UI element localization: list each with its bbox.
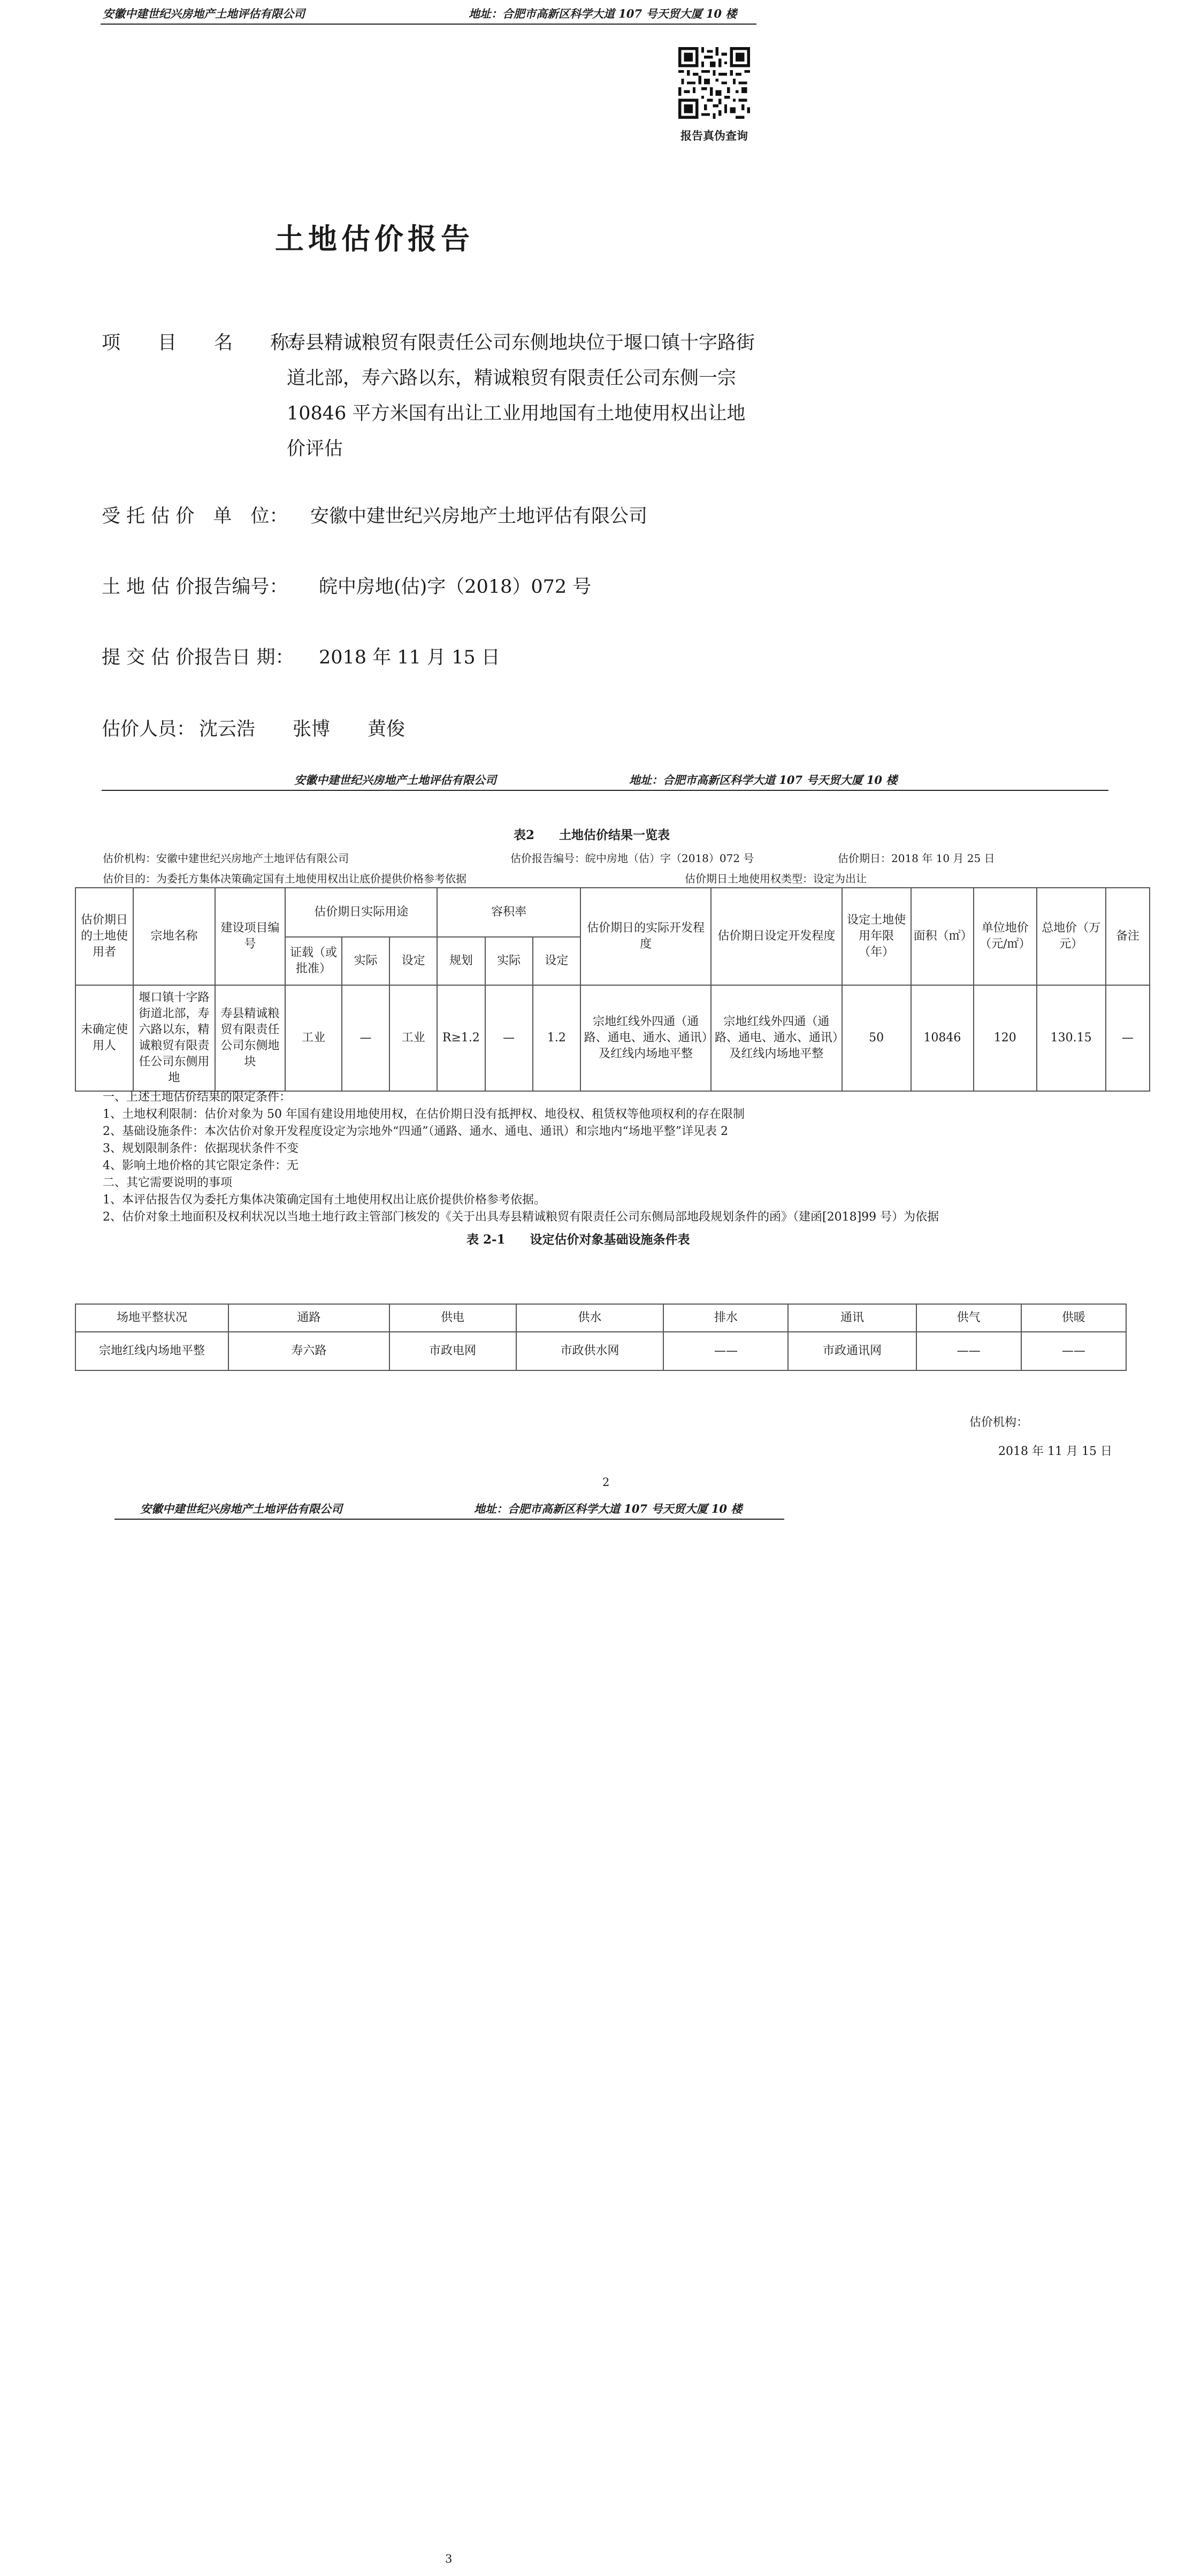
note-line: 二、其它需要说明的事项 bbox=[103, 1176, 233, 1190]
page-number: 3 bbox=[445, 2552, 453, 2565]
td-user: 未确定使用人 bbox=[75, 985, 133, 1091]
client-label: 受 托 估 价 单 位： bbox=[102, 506, 288, 527]
infra-td: —— bbox=[1021, 1332, 1126, 1370]
th-far-set: 设定 bbox=[533, 937, 580, 985]
appraisers-label: 估价人员： bbox=[102, 719, 196, 740]
land-price-results-table bbox=[75, 887, 1150, 1092]
infra-td: 寿六路 bbox=[228, 1332, 389, 1370]
page2-header-rule bbox=[102, 790, 1108, 791]
td-far-plan: R≥1.2 bbox=[437, 985, 485, 1091]
page1-header-address: 地址：合肥市高新区科学大道 107 号天贸大厦 10 楼 bbox=[469, 7, 737, 20]
meta-purpose: 估价目的：为委托方集体决策确定国有土地使用权出让底价提供价格参考依据 bbox=[103, 872, 466, 885]
infra-td: —— bbox=[663, 1332, 788, 1370]
table2-1-title: 表 2-1 设定估价对象基础设施条件表 bbox=[466, 1232, 690, 1247]
page2-header-company: 安徽中建世纪兴房地产土地评估有限公司 bbox=[294, 773, 496, 787]
note-line: 4、影响土地价格的其它限定条件：无 bbox=[103, 1159, 299, 1172]
th-usage-actual: 实际 bbox=[342, 937, 389, 985]
th-area: 面积（㎡） bbox=[911, 888, 974, 985]
footer-org: 估价机构： bbox=[969, 1416, 1029, 1429]
td-usage-set: 工业 bbox=[389, 985, 437, 1091]
note-line: 2、估价对象土地面积及权利状况以当地土地行政主管部门核发的《关于出具寿县精诚粮贸有限责任公司东侧局部地段规划条件的函》（建函[2018]99 号）为依据 bbox=[103, 1210, 939, 1224]
note-line: 一、上述土地估价结果的限定条件： bbox=[103, 1091, 292, 1104]
note-line: 1、本评估报告仅为委托方集体决策确定国有土地使用权出让底价提供价格参考依据。 bbox=[103, 1193, 546, 1207]
infra-td: 市政供水网 bbox=[516, 1332, 664, 1370]
meta-right-type: 估价期日土地使用权类型：设定为出让 bbox=[685, 872, 867, 885]
th-project-no: 建设项目编号 bbox=[215, 888, 286, 985]
footer-date: 2018 年 11 月 15 日 bbox=[998, 1445, 1112, 1458]
qr-code-icon[interactable] bbox=[678, 47, 750, 119]
th-parcel: 宗地名称 bbox=[133, 888, 215, 985]
th-far-actual: 实际 bbox=[485, 937, 533, 985]
page1-header-rule bbox=[101, 24, 756, 25]
table2-title: 表2 土地估价结果一览表 bbox=[514, 828, 670, 842]
th-usage-cert: 证载（或批准） bbox=[285, 937, 342, 985]
meta-date: 估价期日：2018 年 10 月 25 日 bbox=[838, 852, 995, 865]
client-value: 安徽中建世纪兴房地产土地评估有限公司 bbox=[310, 506, 648, 527]
infra-th: 排水 bbox=[663, 1304, 788, 1332]
infra-td: —— bbox=[916, 1332, 1021, 1370]
td-usage-cert: 工业 bbox=[285, 985, 342, 1091]
infrastructure-table bbox=[75, 1304, 1127, 1371]
infra-th: 供气 bbox=[916, 1304, 1021, 1332]
td-project-no: 寿县精诚粮贸有限责任公司东侧地块 bbox=[215, 985, 286, 1091]
page1-header-company: 安徽中建世纪兴房地产土地评估有限公司 bbox=[103, 7, 305, 20]
note-line: 1、土地权利限制：估价对象为 50 年国有建设用地使用权，在估价期日没有抵押权、地役权、租赁权等他项权利的存在限制 bbox=[103, 1108, 745, 1121]
report-number-label: 土 地 估 价报告编号： bbox=[102, 576, 288, 598]
th-usage-set: 设定 bbox=[389, 937, 437, 985]
td-usage-actual: — bbox=[342, 985, 389, 1091]
qr-caption: 报告真伪查询 bbox=[680, 129, 748, 142]
appraisers-value: 沈云浩 张博 黄俊 bbox=[199, 719, 406, 740]
page3-header-address: 地址：合肥市高新区科学大道 107 号天贸大厦 10 楼 bbox=[474, 1502, 743, 1515]
th-actual-dev: 估价期日的实际开发程度 bbox=[580, 888, 711, 985]
td-actual-dev: 宗地红线外四通（通路、通电、通水、通讯）及红线内场地平整 bbox=[580, 985, 711, 1091]
infra-th: 供水 bbox=[516, 1304, 664, 1332]
project-name-value: 寿县精诚粮贸有限责任公司东侧地块位于堰口镇十字路街道北部，寿六路以东，精诚粮贸有限责任公司东侧一宗 10846 平方米国有出让工业用地国有土地使用权出让地价评估 bbox=[287, 332, 755, 460]
th-remark: 备注 bbox=[1106, 888, 1150, 985]
td-far-set: 1.2 bbox=[533, 985, 580, 1091]
table-row bbox=[75, 1332, 1126, 1370]
th-usage: 估价期日实际用途 bbox=[285, 888, 437, 937]
note-line: 3、规划限制条件：依据现状条件不变 bbox=[103, 1142, 299, 1155]
meta-report-no: 估价报告编号：皖中房地（估）字（2018）072 号 bbox=[510, 852, 754, 865]
submit-date-value: 2018 年 11 月 15 日 bbox=[319, 647, 500, 668]
infra-td: 宗地红线内场地平整 bbox=[75, 1332, 228, 1370]
infra-th: 通讯 bbox=[788, 1304, 916, 1332]
infra-td: 市政通讯网 bbox=[788, 1332, 916, 1370]
th-total-price: 总地价（万元） bbox=[1037, 888, 1106, 985]
td-set-dev: 宗地红线外四通（通路、通电、通水、通讯）及红线内场地平整 bbox=[711, 985, 842, 1091]
td-total-price: 130.15 bbox=[1037, 985, 1106, 1091]
report-number-value: 皖中房地(估)字（2018）072 号 bbox=[319, 576, 592, 598]
table-row bbox=[75, 985, 1150, 1091]
page3-header-company: 安徽中建世纪兴房地产土地评估有限公司 bbox=[140, 1502, 342, 1515]
report-title: 土地估价报告 bbox=[275, 222, 474, 256]
td-parcel: 堰口镇十字路街道北部，寿六路以东，精诚粮贸有限责任公司东侧用地 bbox=[133, 985, 215, 1091]
th-years: 设定土地使用年限（年） bbox=[842, 888, 911, 985]
th-far-plan: 规划 bbox=[437, 937, 485, 985]
td-area: 10846 bbox=[911, 985, 974, 1091]
table-header-row bbox=[75, 888, 1150, 937]
th-set-dev: 估价期日设定开发程度 bbox=[711, 888, 842, 985]
infra-th: 通路 bbox=[228, 1304, 389, 1332]
th-far: 容积率 bbox=[437, 888, 580, 937]
page-number: 2 bbox=[602, 1476, 610, 1489]
page3-header-rule bbox=[114, 1519, 784, 1520]
page2-header-address: 地址：合肥市高新区科学大道 107 号天贸大厦 10 楼 bbox=[629, 773, 898, 787]
infra-td: 市政电网 bbox=[389, 1332, 516, 1370]
infra-th: 供暖 bbox=[1021, 1304, 1126, 1332]
td-unit-price: 120 bbox=[974, 985, 1036, 1091]
submit-date-label: 提 交 估 价报告日 期： bbox=[102, 647, 294, 668]
td-far-actual: — bbox=[485, 985, 533, 1091]
infra-th: 供电 bbox=[389, 1304, 516, 1332]
td-remark: — bbox=[1106, 985, 1150, 1091]
project-name-label: 项 目 名 称： bbox=[102, 332, 308, 354]
th-user: 估价期日的土地使用者 bbox=[75, 888, 133, 985]
infra-th: 场地平整状况 bbox=[75, 1304, 228, 1332]
meta-org: 估价机构：安徽中建世纪兴房地产土地评估有限公司 bbox=[103, 852, 349, 865]
note-line: 2、基础设施条件：本次估价对象开发程度设定为宗地外“四通”（通路、通水、通电、通讯）和宗地内“场地平整”详见表 2 bbox=[103, 1125, 728, 1138]
infra-header-row bbox=[75, 1304, 1126, 1332]
td-years: 50 bbox=[842, 985, 911, 1091]
th-unit-price: 单位地价（元/㎡） bbox=[974, 888, 1036, 985]
